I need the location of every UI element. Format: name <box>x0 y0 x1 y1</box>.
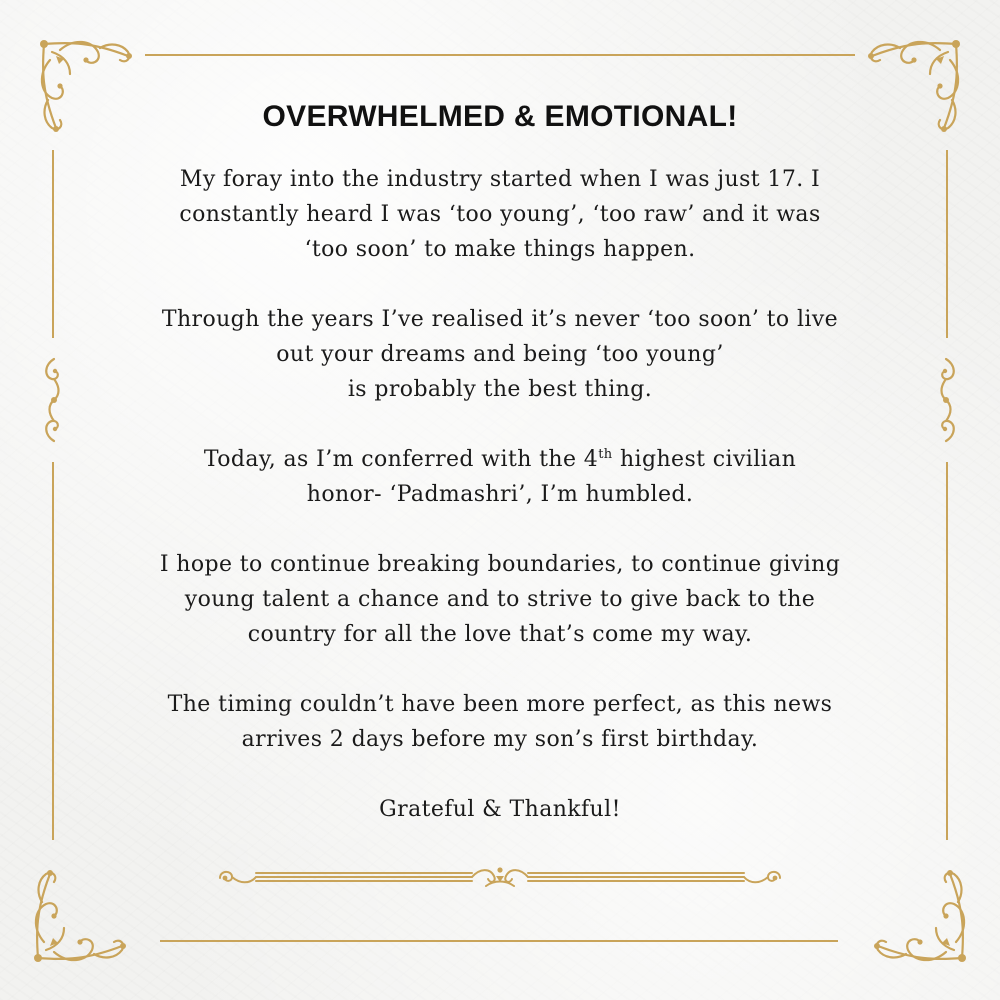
corner-flourish-icon <box>24 862 134 972</box>
paragraph <box>120 442 880 512</box>
frame-top-line <box>145 54 855 56</box>
frame-right-line-upper <box>946 150 948 338</box>
text-line: Through the years I’ve realised it’s never ‘too soon’ to live <box>161 307 839 332</box>
text-line: constantly heard I was ‘too young’, ‘too raw’ and it was <box>179 202 821 227</box>
scroll-ornament-icon <box>40 355 68 445</box>
paragraph <box>120 302 880 407</box>
ordinal-suffix: th <box>598 447 613 462</box>
text-fragment: highest civilian <box>612 447 797 472</box>
text-line: Grateful & Thankful! <box>379 797 621 822</box>
text-line: young talent a chance and to strive to give back to the <box>184 587 816 612</box>
text-line: I hope to continue breaking boundaries, to continue giving <box>159 552 841 577</box>
ornamental-divider-icon <box>214 862 786 892</box>
closing-line <box>120 792 880 827</box>
text-line: country for all the love that’s come my way. <box>247 622 753 647</box>
frame-bottom-line <box>160 940 838 942</box>
text-line <box>204 447 796 472</box>
scroll-ornament-icon <box>932 355 960 445</box>
text-line: is probably the best thing. <box>347 377 653 402</box>
frame-left-line-upper <box>52 150 54 338</box>
message-body <box>120 162 880 862</box>
text-line: arrives 2 days before my son’s first birthday. <box>241 727 759 752</box>
paragraph <box>120 162 880 267</box>
paragraph <box>120 547 880 652</box>
frame-left-line-lower <box>52 462 54 840</box>
text-line: honor- ‘Padmashri’, I’m humbled. <box>306 482 694 507</box>
paragraph <box>120 687 880 757</box>
text-line: ‘too soon’ to make things happen. <box>304 237 696 262</box>
frame-right-line-lower <box>946 462 948 840</box>
text-fragment: Today, as I’m conferred with the 4 <box>203 447 599 472</box>
text-line: My foray into the industry started when I was just 17. I <box>179 167 821 192</box>
text-line: The timing couldn’t have been more perfect, as this news <box>167 692 833 717</box>
corner-flourish-icon <box>866 862 976 972</box>
text-line: out your dreams and being ‘too young’ <box>276 342 724 367</box>
page-title: OVERWHELMED & EMOTIONAL! <box>262 100 738 133</box>
